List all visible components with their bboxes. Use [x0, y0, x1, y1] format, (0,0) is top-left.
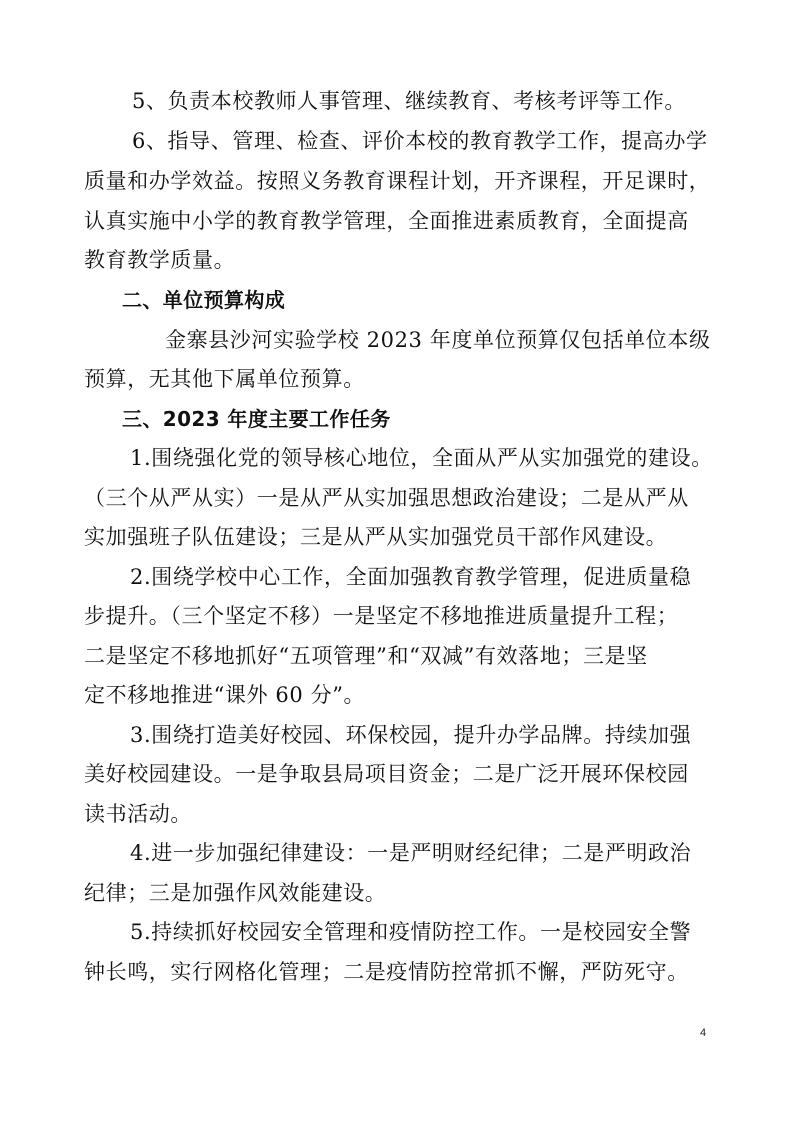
text-line: 二是坚定不移地抓好“五项管理”和“双减”有效落地；三是坚: [84, 644, 648, 668]
text-line: 4.进一步加强纪律建设：一是严明财经纪律；二是严明政治: [130, 841, 692, 865]
text-line: 纪律；三是加强作风效能建设。: [84, 881, 387, 905]
text-line: 认真实施中小学的教育教学管理，全面推进素质教育，全面提高: [84, 209, 689, 233]
text-line: （三个从严从实）一是从严从实加强思想政治建设；二是从严从: [84, 486, 689, 510]
text-line: 预算，无其他下属单位预算。: [84, 367, 365, 391]
section-heading: 三、2023 年度主要工作任务: [122, 407, 391, 431]
text-line: 5.持续抓好校园安全管理和疫情防控工作。一是校园安全警: [130, 920, 692, 944]
text-line: 钟长鸣，实行网格化管理；二是疫情防控常抓不懈，严防死守。: [84, 960, 689, 984]
text-line: 2.围绕学校中心工作，全面加强教育教学管理，促进质量稳: [130, 565, 692, 589]
text-line: 6、指导、管理、检查、评价本校的教育教学工作，提高办学: [132, 129, 708, 153]
text-line: 步提升。（三个坚定不移）一是坚定不移地推进质量提升工程；: [84, 604, 679, 628]
text-line: 定不移地推进“课外 60 分”。: [84, 683, 366, 707]
text-line: 1.围绕强化党的领导核心地位，全面从严从实加强党的建设。: [130, 446, 713, 470]
text-line: 质量和办学效益。按照义务教育课程计划，开齐课程，开足课时，: [84, 169, 711, 193]
text-line: 读书活动。: [84, 802, 192, 826]
text-line: 3.围绕打造美好校园、环保校园，提升办学品牌。持续加强: [130, 723, 692, 747]
text-line: 金寨县沙河实验学校 2023 年度单位预算仅包括单位本级: [165, 328, 711, 352]
section-heading: 二、单位预算构成: [122, 288, 286, 312]
text-line: 实加强班子队伍建设；三是从严从实加强党员干部作风建设。: [84, 525, 668, 549]
text-line: 美好校园建设。一是争取县局项目资金；二是广泛开展环保校园: [84, 762, 689, 786]
page-number: 4: [700, 1027, 707, 1039]
text-line: 5、负责本校教师人事管理、继续教育、考核考评等工作。: [132, 89, 686, 113]
text-line: 教育教学质量。: [84, 248, 236, 272]
